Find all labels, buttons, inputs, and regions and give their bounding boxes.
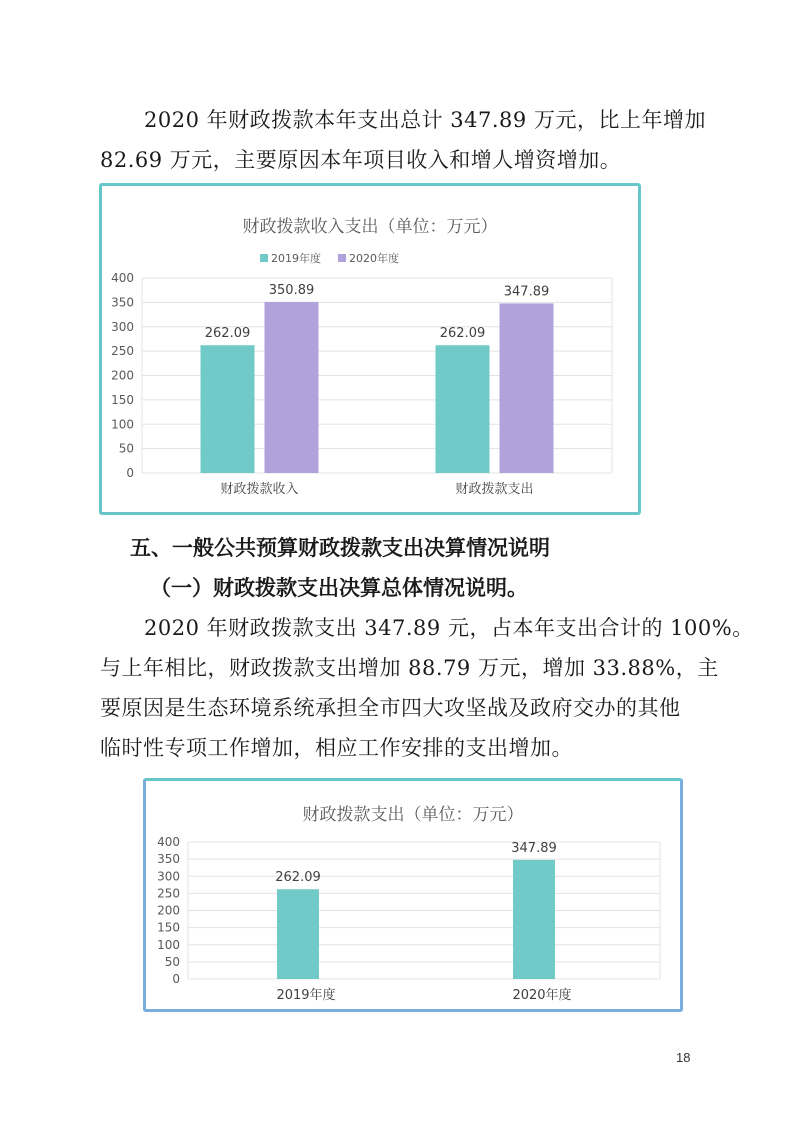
paragraph-1-line-1: 2020 年财政拨款本年支出总计 347.89 万元，比上年增加 bbox=[144, 108, 706, 132]
y-tick-label: 0 bbox=[172, 972, 180, 986]
legend-entry: 2020年度 bbox=[349, 252, 399, 265]
chart-1-frame bbox=[99, 183, 641, 515]
data-label: 262.09 bbox=[204, 326, 251, 342]
bar-series-1 bbox=[201, 345, 255, 473]
data-label: 262.09 bbox=[439, 326, 486, 342]
data-label: 347.89 bbox=[503, 284, 550, 300]
x-category-label: 财政拨款收入 bbox=[220, 482, 299, 497]
y-tick-label: 300 bbox=[111, 319, 134, 334]
paragraph-1-line-2: 82.69 万元，主要原因本年项目收入和增人增资增加。 bbox=[100, 148, 622, 172]
paragraph-2-line-3: 要原因是生态环境系统承担全市四大攻坚战及政府交办的其他 bbox=[100, 696, 681, 720]
y-tick-label: 0 bbox=[126, 466, 134, 480]
y-tick-label: 100 bbox=[157, 937, 180, 952]
y-tick-label: 300 bbox=[157, 869, 180, 884]
y-tick-label: 150 bbox=[111, 392, 134, 407]
data-label: 262.09 bbox=[275, 870, 321, 886]
y-tick-label: 250 bbox=[157, 886, 180, 901]
data-label: 347.89 bbox=[511, 840, 557, 856]
y-tick-label: 400 bbox=[111, 271, 134, 285]
bar-series-1 bbox=[513, 860, 555, 979]
sub-heading: （一）财政拨款支出决算总体情况说明。 bbox=[150, 576, 528, 600]
chart-1-title: 财政拨款收入支出（单位：万元） bbox=[242, 217, 498, 237]
y-tick-label: 250 bbox=[111, 344, 134, 359]
data-label: 350.89 bbox=[268, 282, 315, 298]
paragraph-2-line-1: 2020 年财政拨款支出 347.89 元，占本年支出合计的 100%。 bbox=[144, 616, 754, 640]
paragraph-2-line-2: 与上年相比，财政拨款支出增加 88.79 万元，增加 33.88%，主 bbox=[100, 656, 719, 680]
section-heading: 五、一般公共预算财政拨款支出决算情况说明 bbox=[130, 536, 550, 560]
chart-2-frame bbox=[143, 778, 683, 1012]
chart-2-title: 财政拨款支出（单位：万元） bbox=[302, 805, 524, 825]
chart-2-plot bbox=[146, 781, 680, 1009]
y-tick-label: 50 bbox=[164, 954, 180, 969]
x-category-label: 财政拨款支出 bbox=[455, 482, 534, 497]
legend-swatch bbox=[338, 254, 346, 262]
y-tick-label: 350 bbox=[157, 852, 180, 867]
y-tick-label: 150 bbox=[157, 920, 180, 935]
y-tick-label: 350 bbox=[111, 295, 134, 310]
x-category-label: 2019年度 bbox=[276, 988, 336, 1003]
bar-series-2 bbox=[500, 303, 554, 473]
bar-series-1 bbox=[436, 345, 490, 473]
x-category-label: 2020年度 bbox=[512, 988, 572, 1003]
bar-series-2 bbox=[265, 302, 319, 473]
y-tick-label: 200 bbox=[157, 903, 180, 918]
legend-swatch bbox=[260, 254, 268, 262]
y-tick-label: 100 bbox=[111, 417, 134, 432]
y-tick-label: 400 bbox=[157, 835, 180, 849]
bar-series-1 bbox=[277, 889, 319, 979]
y-tick-label: 50 bbox=[118, 441, 134, 456]
legend-entry: 2019年度 bbox=[271, 252, 321, 265]
y-tick-label: 200 bbox=[111, 368, 134, 383]
page-number: 18 bbox=[676, 1050, 691, 1065]
paragraph-2-line-4: 临时性专项工作增加，相应工作安排的支出增加。 bbox=[100, 736, 573, 760]
chart-1-plot bbox=[102, 186, 638, 512]
